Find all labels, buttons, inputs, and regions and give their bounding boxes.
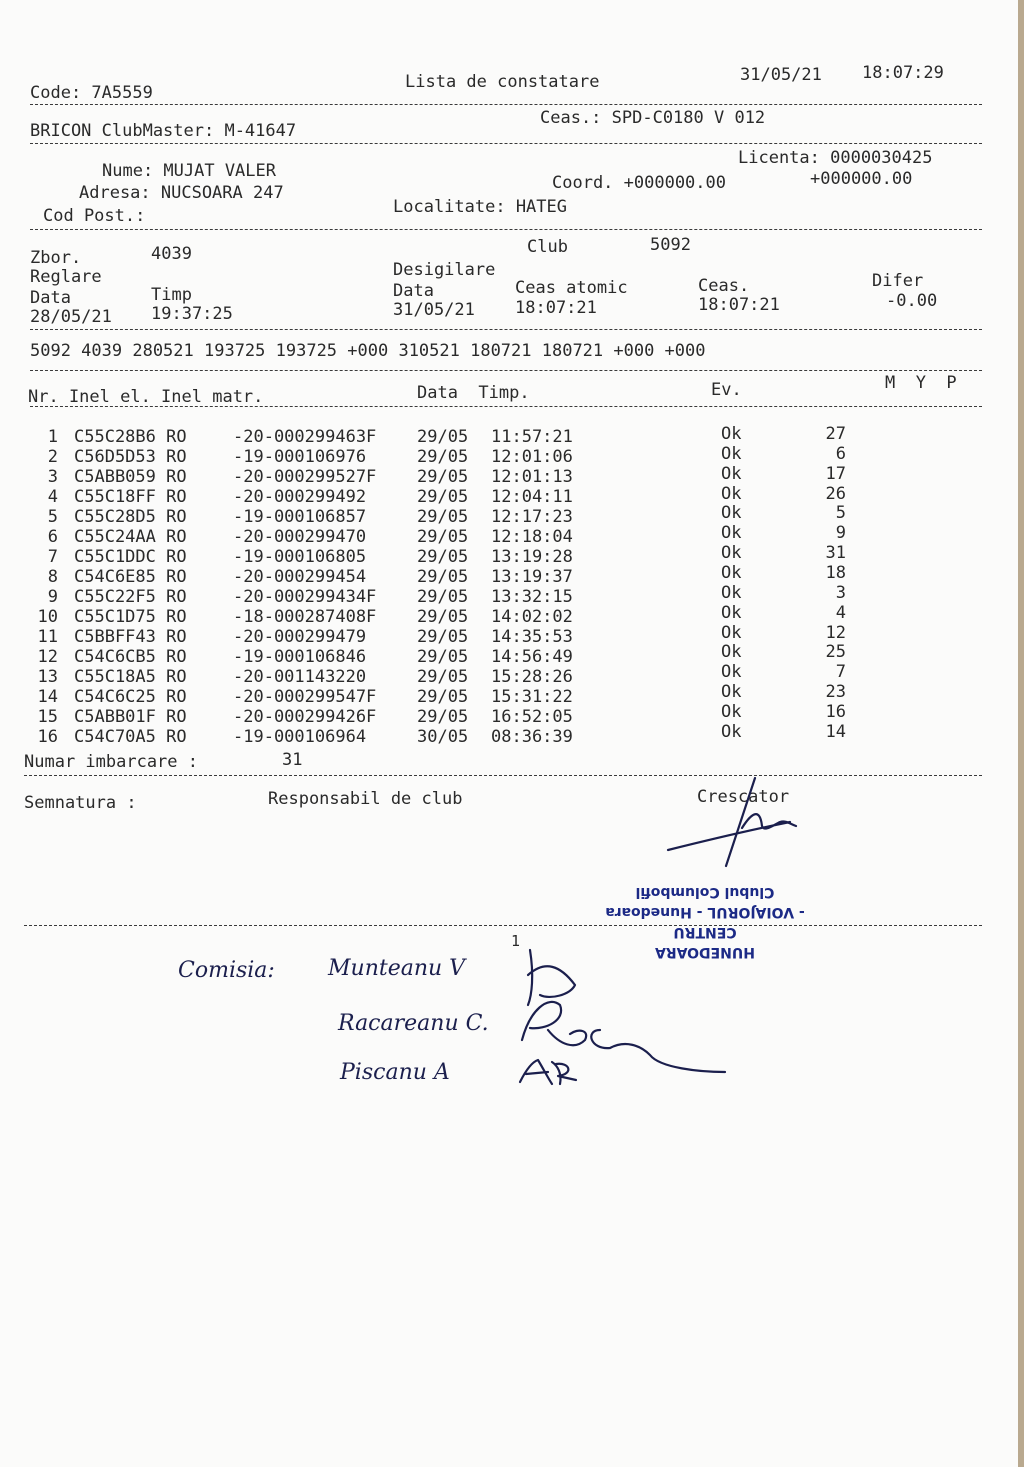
cell-nr: 12 <box>37 647 58 667</box>
cell-poz: 3 <box>835 582 846 603</box>
postal-code-label: Cod Post.: <box>43 206 146 226</box>
cell-nr: 2 <box>47 447 58 467</box>
cell-timp: 12:17:23 <box>491 507 573 527</box>
cell-inel-matr: -20-000299492 <box>233 487 367 507</box>
cell-data: 29/05 <box>417 487 469 507</box>
cell-inel-matr: -20-000299463F <box>233 427 377 447</box>
cell-inel-matr: -20-000299470 <box>233 527 367 547</box>
commission-member-2: Racareanu C. <box>338 1011 489 1036</box>
date-label: Data <box>30 288 71 308</box>
cell-poz: 25 <box>825 642 846 663</box>
cell-inel-matr: -20-001143220 <box>233 667 367 687</box>
summary-line: 5092 4039 280521 193725 193725 +000 310521 180721 180721 +000 +000 <box>30 341 706 361</box>
cell-nr: 1 <box>47 427 58 447</box>
setting-time: 19:37:25 <box>151 304 233 324</box>
cell-data: 29/05 <box>417 607 469 627</box>
clock-time: 18:07:21 <box>698 295 780 315</box>
cell-inel-matr: -20-000299479 <box>233 627 367 647</box>
table-header-myp: M Y P <box>885 373 957 393</box>
cell-timp: 12:18:04 <box>491 527 573 547</box>
cell-poz: 27 <box>825 424 846 444</box>
cell-timp: 12:04:11 <box>491 487 573 507</box>
atomic-clock-time: 18:07:21 <box>515 298 597 318</box>
license-number: Licenta: 0000030425 <box>738 148 933 168</box>
cell-nr: 3 <box>47 467 58 487</box>
club-number: 5092 <box>650 235 691 255</box>
breeder-label: Crescator <box>697 787 790 807</box>
cell-timp: 14:02:02 <box>491 607 573 627</box>
cell-poz: 4 <box>835 602 846 623</box>
cell-poz: 23 <box>825 682 846 703</box>
cell-poz: 16 <box>825 701 846 722</box>
cell-inel-matr: -19-000106846 <box>233 647 367 667</box>
cell-inel-el: C55C18FF RO <box>74 487 187 507</box>
cell-ev: Ok <box>721 682 742 703</box>
cell-data: 29/05 <box>417 567 469 587</box>
cell-data: 29/05 <box>417 587 469 607</box>
unseal-date: 31/05/21 <box>393 300 475 320</box>
boarding-count-value: 31 <box>282 750 303 770</box>
cell-nr: 4 <box>47 487 58 507</box>
cell-ev: Ok <box>721 582 742 603</box>
cell-poz: 31 <box>825 543 846 564</box>
cell-ev: Ok <box>721 523 742 544</box>
cell-nr: 14 <box>37 687 58 707</box>
cell-ev: Ok <box>721 463 742 484</box>
cell-ev: Ok <box>721 701 742 722</box>
cell-ev: Ok <box>721 642 742 663</box>
cell-inel-el: C55C28B6 RO <box>74 427 187 447</box>
owner-address: Adresa: NUCSOARA 247 <box>79 183 284 203</box>
cell-nr: 13 <box>37 667 58 687</box>
clock-id: Ceas.: SPD-C0180 V 012 <box>540 108 766 128</box>
cell-nr: 9 <box>47 587 58 607</box>
document-title: Lista de constatare <box>405 72 600 92</box>
cell-timp: 14:35:53 <box>491 627 573 647</box>
cell-timp: 12:01:06 <box>491 447 573 467</box>
document-code: Code: 7A5559 <box>30 83 153 103</box>
cell-inel-el: C54C6CB5 RO <box>74 647 187 667</box>
cell-poz: 17 <box>825 463 846 484</box>
cell-data: 29/05 <box>417 467 469 487</box>
cell-timp: 11:57:21 <box>491 427 573 447</box>
cell-data: 29/05 <box>417 647 469 667</box>
locality: Localitate: HATEG <box>393 197 567 217</box>
time-label: Timp <box>151 285 192 305</box>
stamp-line: Clubul Columbofil <box>635 884 775 900</box>
cell-nr: 8 <box>47 567 58 587</box>
cell-nr: 15 <box>37 707 58 727</box>
stamp-line: - VOIAJORUL - Hunedoara <box>605 904 805 920</box>
commission-label: Comisia: <box>178 958 275 983</box>
owner-name: Nume: MUJAT VALER <box>102 161 276 181</box>
cell-inel-matr: -20-000299527F <box>233 467 377 487</box>
clock-label: Ceas. <box>698 276 750 296</box>
breeder-signature <box>668 778 796 866</box>
cell-inel-el: C54C6C25 RO <box>74 687 187 707</box>
cell-inel-matr: -18-000287408F <box>233 607 377 627</box>
cell-inel-el: C55C18A5 RO <box>74 667 187 687</box>
cell-inel-matr: -20-000299434F <box>233 587 377 607</box>
cell-data: 29/05 <box>417 707 469 727</box>
atomic-clock-label: Ceas atomic <box>515 278 628 298</box>
commission-member-1: Munteanu V <box>328 956 466 981</box>
cell-poz: 5 <box>835 503 846 524</box>
cell-nr: 5 <box>47 507 58 527</box>
coordinates: Coord. +000000.00 <box>552 173 726 193</box>
cell-inel-el: C55C1D75 RO <box>74 607 187 627</box>
cell-inel-el: C5ABB059 RO <box>74 467 187 487</box>
print-date: 31/05/21 <box>740 65 822 85</box>
boarding-count-label: Numar imbarcare : <box>24 752 198 772</box>
cell-inel-el: C55C22F5 RO <box>74 587 187 607</box>
cell-timp: 12:01:13 <box>491 467 573 487</box>
cell-inel-el: C55C24AA RO <box>74 527 187 547</box>
commission-member-3: Piscanu A <box>340 1060 450 1085</box>
table-header-rings: Nr. Inel el. Inel matr. <box>28 387 264 407</box>
cell-inel-el: C5ABB01F RO <box>74 707 187 727</box>
cell-data: 29/05 <box>417 507 469 527</box>
cell-poz: 6 <box>835 443 846 464</box>
cell-ev: Ok <box>721 622 742 643</box>
table-header-event: Ev. <box>711 380 742 400</box>
cell-data: 29/05 <box>417 547 469 567</box>
cell-data: 29/05 <box>417 527 469 547</box>
cell-timp: 13:19:28 <box>491 547 573 567</box>
signature-label: Semnatura : <box>24 793 137 813</box>
cell-timp: 15:28:26 <box>491 667 573 687</box>
cell-nr: 7 <box>47 547 58 567</box>
cell-inel-matr: -19-000106805 <box>233 547 367 567</box>
cell-ev: Ok <box>721 503 742 524</box>
commission-signature-3 <box>520 1060 576 1084</box>
cell-inel-el: C55C28D5 RO <box>74 507 187 527</box>
cell-poz: 26 <box>825 483 846 504</box>
stamp-line: CENTRU <box>673 924 737 940</box>
paper-edge <box>1018 0 1024 1467</box>
difference-label: Difer <box>872 271 924 291</box>
cell-inel-el: C54C70A5 RO <box>74 727 187 747</box>
cell-inel-matr: -19-000106964 <box>233 727 367 747</box>
cell-timp: 14:56:49 <box>491 647 573 667</box>
cell-nr: 16 <box>37 727 58 747</box>
cell-data: 29/05 <box>417 427 469 447</box>
cell-timp: 08:36:39 <box>491 727 573 747</box>
cell-ev: Ok <box>721 602 742 623</box>
print-time: 18:07:29 <box>862 63 944 83</box>
flight-number: 4039 <box>151 244 192 264</box>
club-responsible-label: Responsabil de club <box>268 789 463 809</box>
page-number: 1 <box>511 932 521 950</box>
cell-poz: 14 <box>825 721 846 742</box>
cell-timp: 15:31:22 <box>491 687 573 707</box>
cell-ev: Ok <box>721 562 742 583</box>
setting-date: 28/05/21 <box>30 307 112 327</box>
cell-ev: Ok <box>721 662 742 683</box>
cell-inel-matr: -20-000299454 <box>233 567 367 587</box>
cell-inel-el: C56D5D53 RO <box>74 447 187 467</box>
cell-nr: 6 <box>47 527 58 547</box>
cell-data: 29/05 <box>417 627 469 647</box>
cell-inel-el: C55C1DDC RO <box>74 547 187 567</box>
cell-ev: Ok <box>721 443 742 464</box>
cell-data: 29/05 <box>417 447 469 467</box>
cell-data: 29/05 <box>417 687 469 707</box>
cell-ev: Ok <box>721 721 742 742</box>
setting-label: Reglare <box>30 267 102 287</box>
cell-ev: Ok <box>721 424 742 444</box>
cell-ev: Ok <box>721 543 742 564</box>
cell-inel-el: C5BBFF43 RO <box>74 627 187 647</box>
flight-label: Zbor. <box>30 248 82 268</box>
cell-ev: Ok <box>721 483 742 504</box>
cell-data: 30/05 <box>417 727 469 747</box>
unseal-date-label: Data <box>393 281 434 301</box>
clubmaster-id: BRICON ClubMaster: M-41647 <box>30 121 297 141</box>
cell-inel-matr: -19-000106857 <box>233 507 367 527</box>
cell-nr: 11 <box>37 627 58 647</box>
cell-poz: 7 <box>835 662 846 683</box>
cell-poz: 18 <box>825 562 846 583</box>
cell-inel-matr: -20-000299426F <box>233 707 377 727</box>
coordinates-2: +000000.00 <box>810 169 913 189</box>
cell-poz: 9 <box>835 523 846 544</box>
difference-value: -0.00 <box>886 291 938 311</box>
commission-signature-1 <box>528 950 575 1005</box>
cell-poz: 12 <box>825 622 846 643</box>
cell-inel-el: C54C6E85 RO <box>74 567 187 587</box>
cell-timp: 16:52:05 <box>491 707 573 727</box>
cell-nr: 10 <box>37 607 58 627</box>
unsealing-label: Desigilare <box>393 260 496 280</box>
table-header-date-time: Data Timp. <box>417 383 530 403</box>
stamp-line: HUNEDOARA <box>655 944 755 960</box>
cell-inel-matr: -20-000299547F <box>233 687 377 707</box>
cell-timp: 13:19:37 <box>491 567 573 587</box>
club-label: Club <box>527 237 568 257</box>
cell-inel-matr: -19-000106976 <box>233 447 367 467</box>
cell-data: 29/05 <box>417 667 469 687</box>
cell-timp: 13:32:15 <box>491 587 573 607</box>
